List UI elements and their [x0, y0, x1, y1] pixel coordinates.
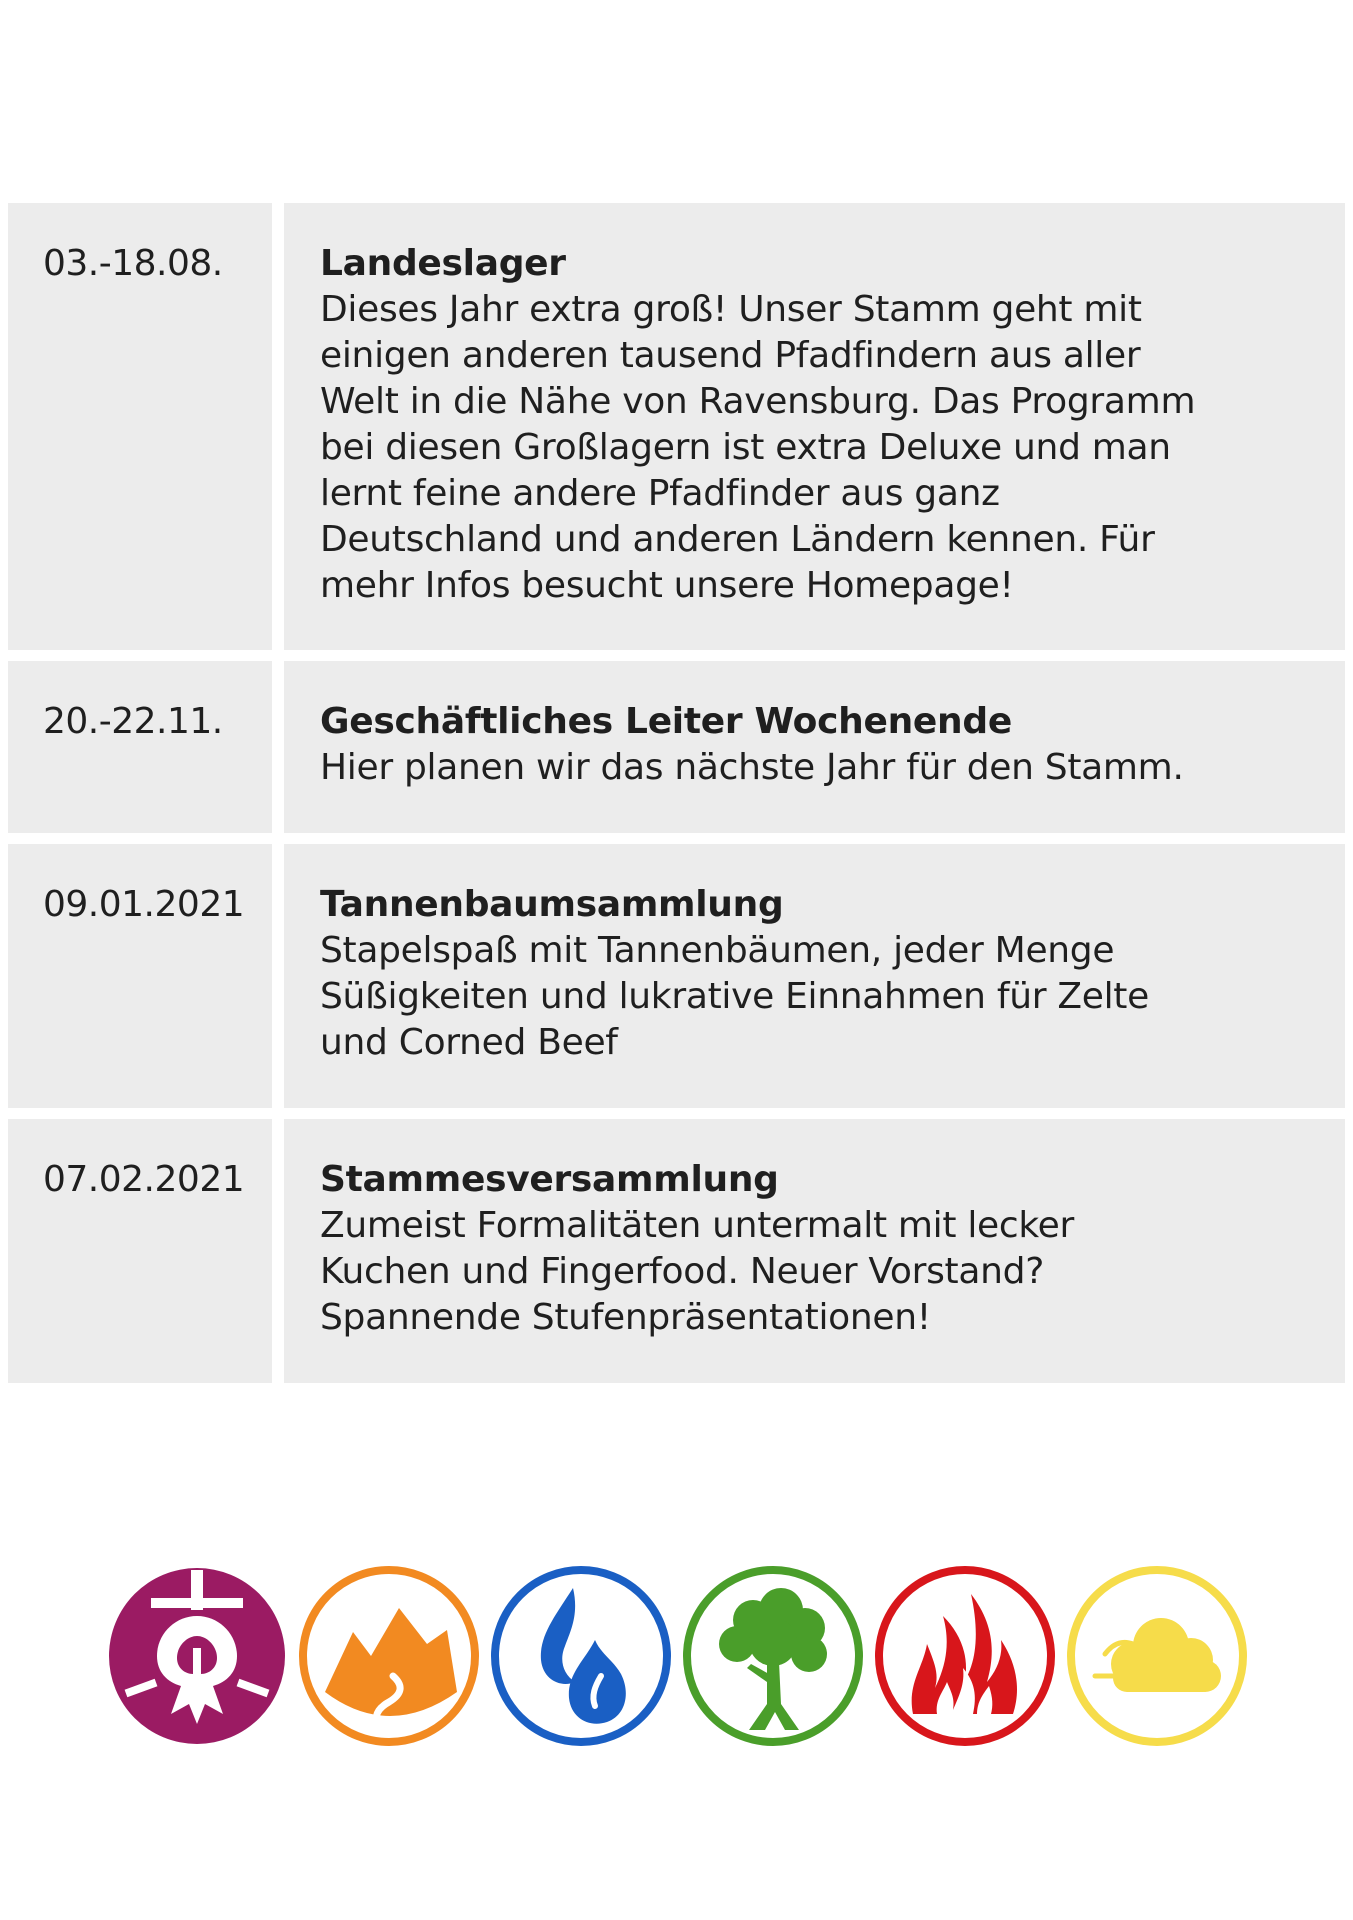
event-date: 09.01.2021: [8, 844, 272, 1108]
event-date: 03.-18.08.: [8, 203, 272, 650]
tree-icon: [681, 1564, 865, 1748]
event-title: Landeslager: [320, 243, 566, 284]
event-list: [8, 203, 1345, 1394]
event-row: [8, 1119, 1345, 1383]
event-date: 20.-22.11.: [8, 661, 272, 833]
event-description: [284, 1119, 1345, 1383]
event-title: Geschäftliches Leiter Wochenende: [320, 701, 1012, 742]
cloud-icon: [1065, 1564, 1249, 1748]
event-description: [284, 661, 1345, 833]
scout-lily-cross-icon: [105, 1564, 289, 1748]
event-date: 07.02.2021: [8, 1119, 272, 1383]
event-description: [284, 844, 1345, 1108]
fire-icon: [873, 1564, 1057, 1748]
event-description: [284, 203, 1345, 650]
event-text: Stapelspaß mit Tannenbäumen, jeder Menge Süßigkeiten und lukrative Einnahmen für Zelte und Corned Beef: [320, 930, 1149, 1063]
water-drop-icon: [489, 1564, 673, 1748]
stage-logos: [105, 1564, 1245, 1748]
event-row: [8, 203, 1345, 650]
event-row: [8, 844, 1345, 1108]
event-text: Hier planen wir das nächste Jahr für den Stamm.: [320, 747, 1184, 788]
event-title: Tannenbaumsammlung: [320, 884, 784, 925]
event-row: [8, 661, 1345, 833]
event-title: Stammesversammlung: [320, 1159, 779, 1200]
event-text: Dieses Jahr extra groß! Unser Stamm geht mit einigen anderen tausend Pfadfindern aus aller Welt in die Nähe von Ravensburg. Das Programm bei diesen Großlagern ist extra Deluxe und man lernt feine andere Pfadfinder aus ganz Deutschland und anderen Ländern kennen. Für mehr Infos besucht unsere Homepage!: [320, 289, 1196, 606]
event-text: Zumeist Formalitäten untermalt mit lecker Kuchen und Fingerfood. Neuer Vorstand? Spannende Stufenpräsentationen!: [320, 1205, 1075, 1338]
mountain-icon: [297, 1564, 481, 1748]
